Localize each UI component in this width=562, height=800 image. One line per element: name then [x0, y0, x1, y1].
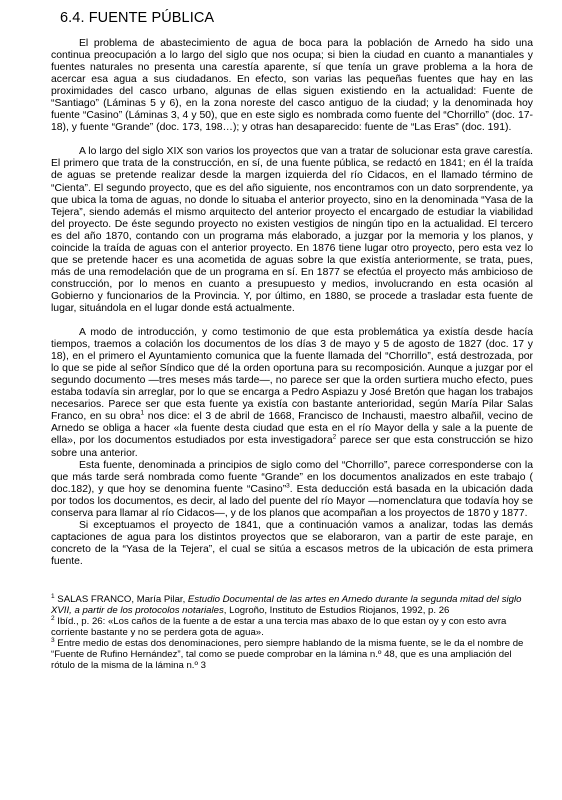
footnote-3 — [51, 638, 533, 671]
paragraph-3-text-c: parece ser que esta construcción se hizo sobre una anterior. — [51, 435, 533, 459]
paragraph-4-text-a: Esta fuente, denominada a principios de siglo como del “Chorrillo”, parece corresponderse con la que más tarde será nombrada como fuente “Grande” en los documentos analizados en este trabajo ( doc.182), y que hoy se denomina fuente “Casino” — [51, 459, 533, 495]
footnotes — [51, 594, 533, 671]
section-heading: 6.4. FUENTE PÚBLICA — [60, 10, 215, 26]
footnote-1-text-a: SALAS FRANCO, María Pilar, — [54, 593, 188, 605]
footnote-3-number: 3 — [51, 636, 55, 644]
paragraph-3-text-a: A modo de introducción, y como testimonio de que esta problemática ya existía desde hacía tiempos, traemos a colación los documentos de los días 3 de mayo y 5 de agosto de 1827 (doc. 17 y 18), en el primero el Ayuntamiento comunica que la fuente llamada del “Chorrillo”, está destrozada, por lo que se pide al señor Síndico que dé la orden oportuna para su recomposición. Aunque a juzgar por el segundo documento —tres meses más tarde—, no parece ser que la orden surtiera mucho efecto, pues estaba todavía sin arreglar, por lo que se encarga a Pedro Aspiazu y José Bretón que hagan los trabajos necesarios. Parece ser que esta fuente ya existía con bastante anterioridad, según María Pilar Salas Franco, en su obra — [51, 327, 533, 423]
footnote-1-number: 1 — [51, 592, 55, 600]
paragraph-4 — [51, 460, 533, 520]
footnote-3-text: Entre medio de estas dos denominaciones, pero siempre hablando de la misma fuente, se le da el nombre de “Fuente de Rufino Hernández”, tal como se puede comprobar en la lámina n.º 48, que es una ampliación del rótulo de la misma de la lámina n.º 3 — [51, 637, 524, 671]
paragraph-2: A lo largo del siglo XIX son varios los proyectos que van a tratar de solucionar esta grave carestía. El primero que trata de la construcción, en sí, de una fuente pública, se redactó en 1841; en él la traída de aguas se pretende realizar desde la margen izquierda del río Cidacos, en el llamado término de “Cienta”. El segundo proyecto, que es del año siguiente, nos encontramos con un dato sorprendente, ya que ubica la toma de aguas, no donde lo situaba el anterior proyecto, sino en la denominada “Yasa de la Tejera”, siendo además el mismo arquitecto del anterior proyecto el encargado de estudiar la viabilidad del proyecto. De éste segundo proyecto no existen vestigios de ningún tipo en la actualidad. El tercero es del año 1870, contando con un programa más elaborado, a juzgar por la memoria y los planos, y coincide la traída de aguas con el anterior proyecto. En 1876 tiene lugar otro proyecto, pero esta vez lo que se pretende hacer es una acometida de aguas sobre la que existía anteriormente, se trata, pues, más de una remodelación que de un programa en sí. En 1877 se efectúa el proyecto más ambicioso de construcción, por lo menos en cuanto a presupuesto y medios, involucrando en esta ocasión al Gobierno y funcionarios de la Provincia. Y, por último, en 1880, se procede a trasladar esta fuente de lugar, situándola en el lugar donde está actualmente. — [51, 146, 533, 314]
footnote-ref-1[interactable]: 1 — [140, 409, 145, 417]
paragraph-5: Si exceptuamos el proyecto de 1841, que a continuación vamos a analizar, todas las demás captaciones de agua para los distintos proyectos que se elaboraron, van a partir de este paraje, en concreto de la “Yasa de la Tejera”, el cual se sitúa a escasos metros de la ubicación de esta primera fuente. — [51, 519, 533, 567]
paragraph-3 — [51, 327, 533, 460]
footnote-2 — [51, 616, 533, 638]
paragraph-4-text-b: . Esta deducción está basada en la ubicación dada por todos los documentos, es decir, al lado del puente del río Mayor —nomenclatura que todavía hoy se conserva para llamar al río Cidacos—, y de los planos que acompañan a los proyectos de 1870 y 1877. — [51, 483, 533, 519]
paragraph-1: El problema de abastecimiento de agua de boca para la población de Arnedo ha sido una continua preocupación a lo largo del siglo que nos ocupa; si bien la ciudad en cuanto a manantiales y fuentes naturales no presenta una carestía aparente, sí que tenía un grave problema a la hora de acercar esa agua a sus ciudadanos. En efecto, son varias las pequeñas fuentes que hay en las proximidades del casco urbano, algunas de ellas siguen existiendo en la actualidad: Fuente de “Santiago” (Láminas 5 y 6), en la zona noreste del casco antiguo de la ciudad; y la denominada hoy fuente “Casino” (Láminas 3, 4 y 50), que en este siglo es nombrada como fuente del “Chorrillo” (doc. 17-18), y fuente “Grande” (doc. 173, 198…); y otras han desaparecido: fuente de “Las Eras” (doc. 191). — [51, 38, 533, 134]
footnote-2-text: Ibíd., p. 26: «Los caños de la fuente a de estar a una tercia mas abaxo de lo que estan oy y con esto avra corriente bastante y no se perdera gota de agua». — [51, 615, 507, 638]
footnote-1 — [51, 594, 533, 616]
footnote-ref-3[interactable]: 3 — [286, 482, 290, 490]
footnote-ref-2[interactable]: 2 — [332, 433, 337, 441]
footnote-1-text-b: , Logroño, Instituto de Estudios Riojanos, 1992, p. 26 — [223, 604, 450, 616]
footnote-2-number: 2 — [51, 614, 55, 622]
footnote-1-book-title: Estudio Documental de las artes en Arnedo durante la segunda mitad del siglo XVII, a partir de los protocolos notariales — [51, 593, 522, 616]
paragraph-3-text-b: nos dice: el 3 de abril de 1668, Francisco de Inchausti, maestro albañil, vecino de Arnedo se obliga a hacer «la fuente desta ciudad que esta en el río Mayor della y sale a la puente de ella», por los documentos estudiados por esta investigadora — [51, 411, 533, 447]
